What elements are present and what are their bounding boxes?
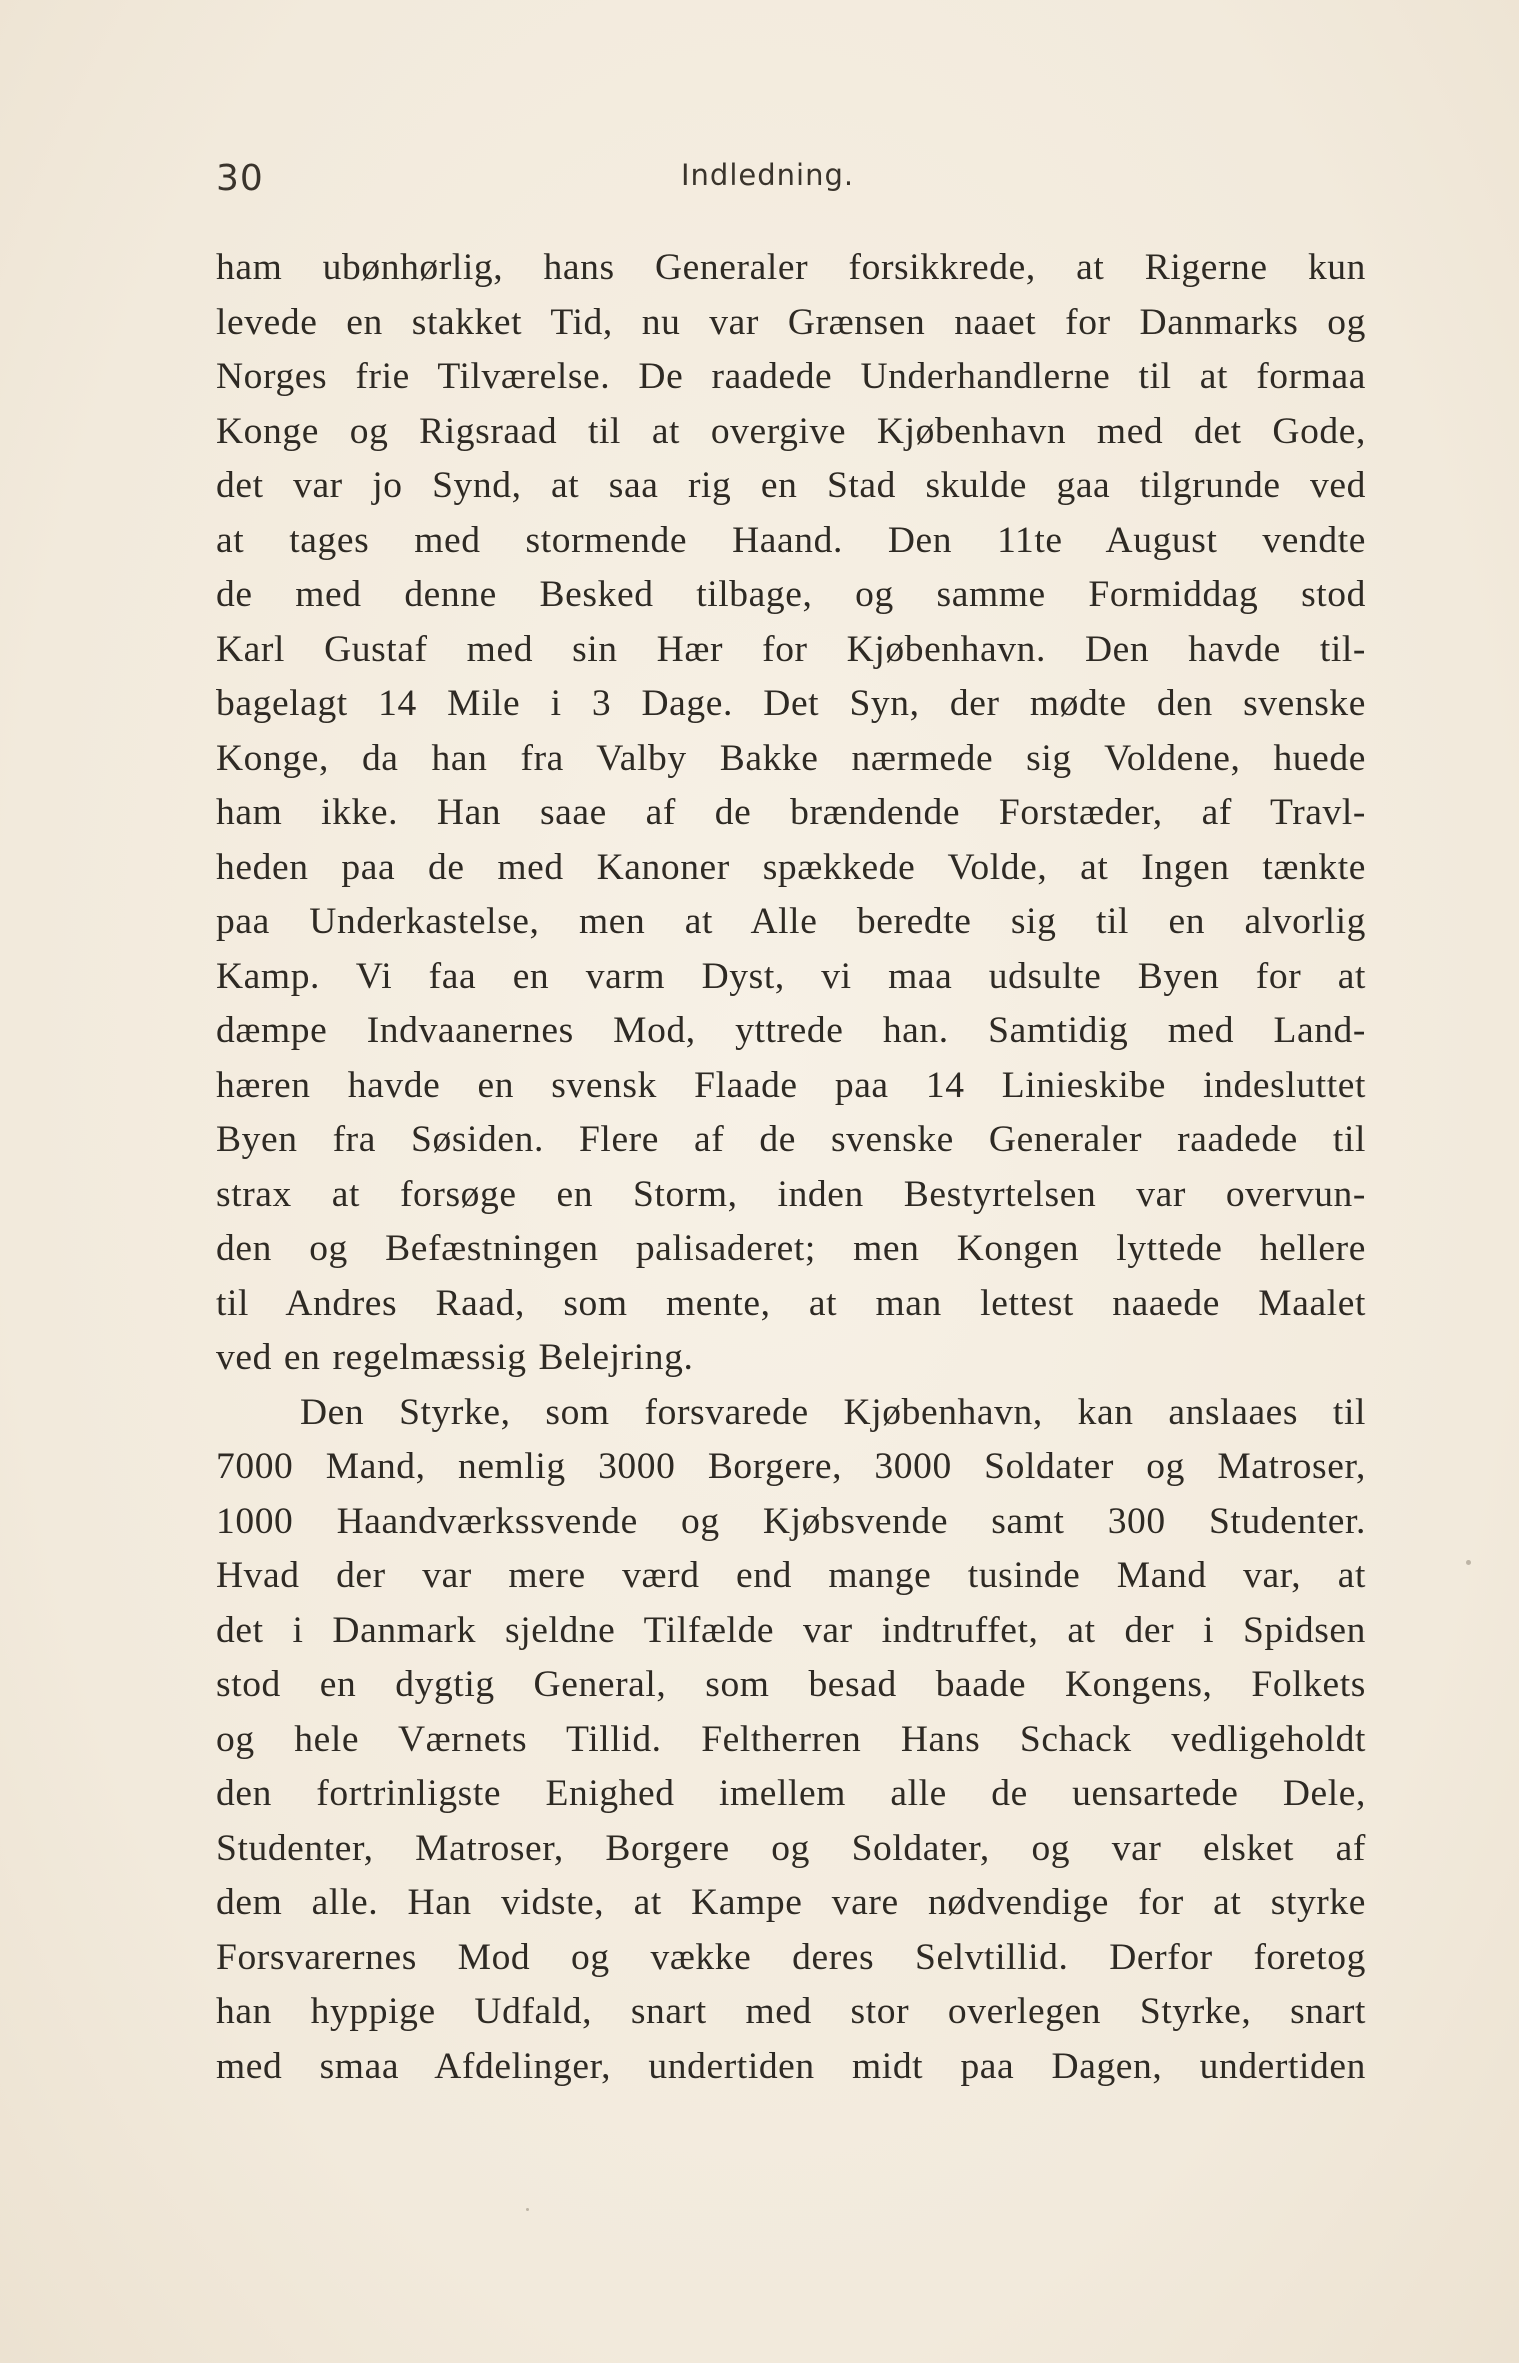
page-header [216, 150, 1366, 200]
text-line: stod en dygtig General, som besad baade Kongens, Folkets [216, 1664, 1366, 1705]
text-line: Hvad der var mere værd end mange tusinde Mand var, at [216, 1555, 1366, 1596]
text-line: det var jo Synd, at saa rig en Stad skulde gaa tilgrunde ved [216, 465, 1366, 506]
text-line: Forsvarernes Mod og vække deres Selvtillid. Derfor foretog [216, 1936, 1366, 1978]
text-line: levede en stakket Tid, nu var Grænsen naaet for Danmarks og [216, 301, 1366, 343]
text-line: han hyppige Udfald, snart med stor overlegen Styrke, snart [216, 1991, 1366, 2032]
text-line: den fortrinligste Enighed imellem alle de uensartede Dele, [216, 1773, 1366, 1814]
text-line: Kamp. Vi faa en varm Dyst, vi maa udsulte Byen for at [216, 955, 1366, 997]
text-line: paa Underkastelse, men at Alle beredte sig til en alvorlig [216, 901, 1366, 942]
paper-speck [526, 2208, 529, 2211]
text-line: den og Befæstningen palisaderet; men Kongen lyttede hellere [216, 1228, 1366, 1269]
text-line: dem alle. Han vidste, at Kampe vare nødvendige for at styrke [216, 1882, 1366, 1923]
text-line: strax at forsøge en Storm, inden Bestyrtelsen var overvun- [216, 1173, 1366, 1215]
text-line: til Andres Raad, som mente, at man lettest naaede Maalet [216, 1282, 1366, 1324]
text-line: det i Danmark sjeldne Tilfælde var indtruffet, at der i Spidsen [216, 1609, 1366, 1651]
text-line: ham ikke. Han saae af de brændende Forstæder, af Travl- [216, 792, 1366, 833]
text-line: Studenter, Matroser, Borgere og Soldater, og var elsket af [216, 1827, 1366, 1869]
text-line: bagelagt 14 Mile i 3 Dage. Det Syn, der mødte den svenske [216, 683, 1366, 724]
running-head: Indledning. [681, 158, 855, 192]
text-line: med smaa Afdelinger, undertiden midt paa Dagen, undertiden [216, 2045, 1366, 2087]
text-line: hæren havde en svensk Flaade paa 14 Linieskibe indesluttet [216, 1064, 1366, 1106]
text-line: og hele Værnets Tillid. Feltherren Hans Schack vedligeholdt [216, 1718, 1366, 1760]
text-line: Karl Gustaf med sin Hær for Kjøbenhavn. Den havde til- [216, 628, 1366, 670]
text-line: 7000 Mand, nemlig 3000 Borgere, 3000 Soldater og Matroser, [216, 1446, 1366, 1487]
text-line: Konge, da han fra Valby Bakke nærmede sig Voldene, huede [216, 737, 1366, 779]
text-line: Norges frie Tilværelse. De raadede Underhandlerne til at formaa [216, 356, 1366, 397]
text-line: Den Styrke, som forsvarede Kjøbenhavn, kan anslaaes til [300, 1391, 1366, 1433]
paper-speck [1466, 1560, 1471, 1565]
body-text [216, 241, 1366, 2094]
text-line: 1000 Haandværkssvende og Kjøbsvende samt 300 Studenter. [216, 1500, 1366, 1542]
text-line: Byen fra Søsiden. Flere af de svenske Generaler raadede til [216, 1119, 1366, 1160]
text-line: de med denne Besked tilbage, og samme Formiddag stod [216, 574, 1366, 615]
page-number: 30 [216, 158, 264, 199]
text-line: ved en regelmæssig Belejring. [216, 1337, 694, 1378]
text-line: heden paa de med Kanoner spækkede Volde, at Ingen tænkte [216, 846, 1366, 888]
paragraph-1 [216, 241, 1366, 1386]
paragraph-2 [216, 1386, 1366, 2095]
text-line: ham ubønhørlig, hans Generaler forsikkrede, at Rigerne kun [216, 247, 1366, 288]
text-line: dæmpe Indvaanernes Mod, yttrede han. Samtidig med Land- [216, 1010, 1366, 1051]
text-line: at tages med stormende Haand. Den 11te August vendte [216, 519, 1366, 561]
text-line: Konge og Rigsraad til at overgive Kjøbenhavn med det Gode, [216, 410, 1366, 452]
